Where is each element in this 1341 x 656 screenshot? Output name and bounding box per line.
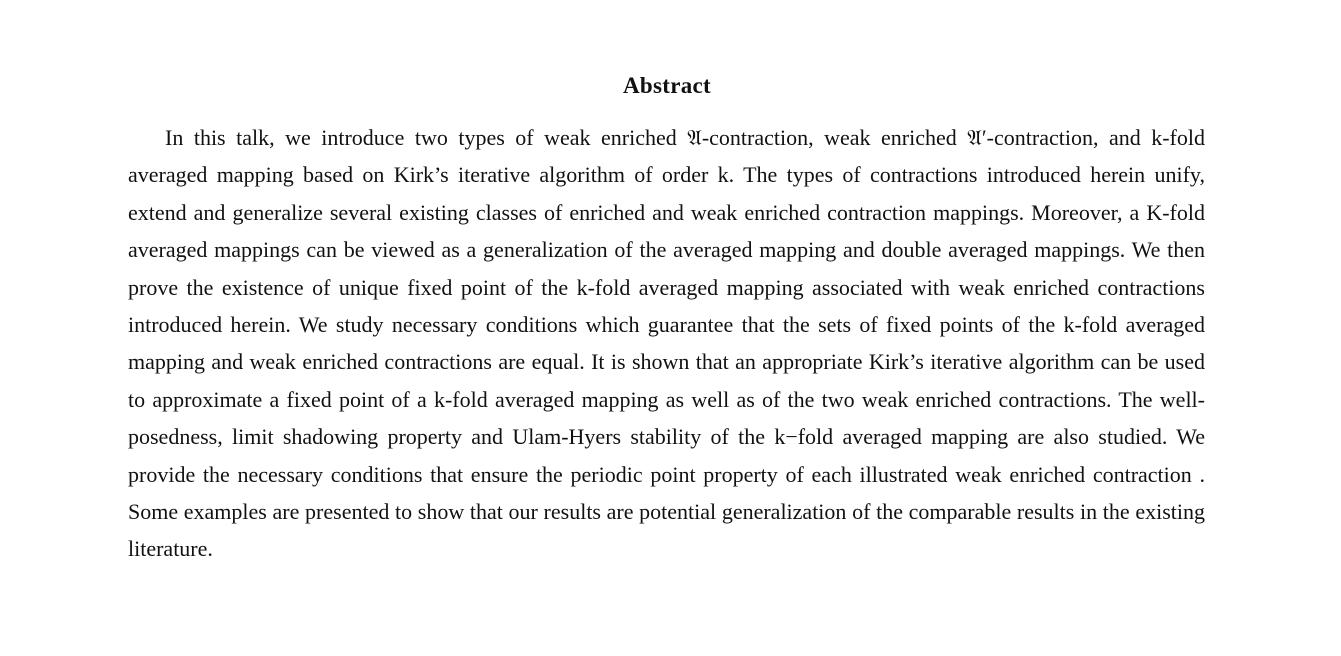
abstract-body: In this talk, we introduce two types of weak enriched 𝔄-contraction, weak enriched 𝔄′-contraction, and k-fold averaged mapping based on Kirk’s iterative algorithm of order k. The types of contractions introduced herein unify, extend and generalize several existing classes of enriched and weak enriched contraction mappings. Moreover, a K-fold averaged mappings can be viewed as a generalization of the averaged mapping and double averaged mappings. We then prove the existence of unique fixed point of the k-fold averaged mapping associated with weak enriched contractions introduced herein. We study necessary conditions which guarantee that the sets of fixed points of the k-fold averaged mapping and weak enriched contractions are equal. It is shown that an appropriate Kirk’s iterative algorithm can be used to approximate a fixed point of a k-fold averaged mapping as well as of the two weak enriched contractions. The well-posedness, limit shadowing property and Ulam-Hyers stability of the k−fold averaged mapping are also studied. We provide the necessary conditions that ensure the periodic point property of each illustrated weak enriched contraction . Some examples are presented to show that our results are potential generalization of the comparable results in the existing literature. bbox=[128, 125, 1205, 562]
abstract-title: Abstract bbox=[623, 73, 711, 98]
